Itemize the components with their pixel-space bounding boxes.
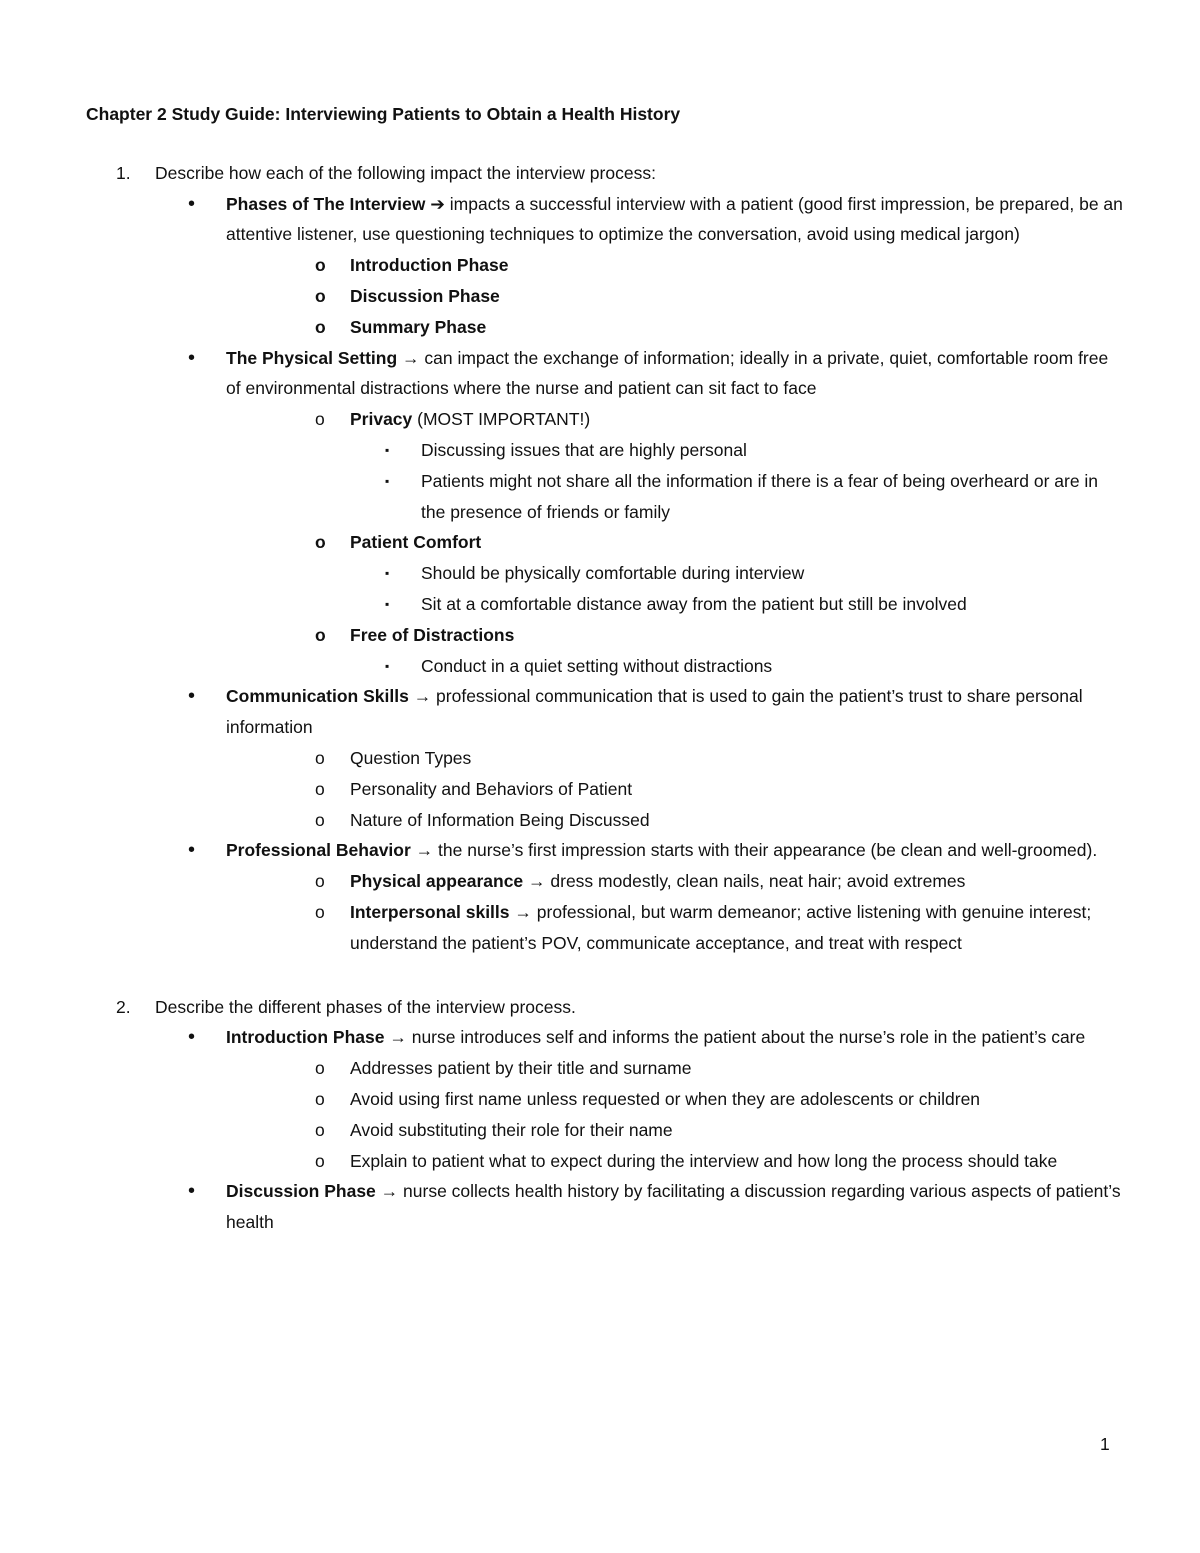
sub-item-text: Question Types <box>350 747 472 768</box>
arrow-icon: → <box>413 686 432 707</box>
square-bullet-icon: ▪ <box>385 473 390 488</box>
circle-bullet-icon: o <box>315 409 325 430</box>
sub-item-text: professional, but warm demeanor; active listening with genuine interest; understand the patient’s POV, communicate acceptance, and treat with respect <box>350 901 1092 953</box>
sub-item-text: Avoid substituting their role for their name <box>350 1119 673 1140</box>
sub-item-text: Introduction Phase <box>350 255 509 276</box>
circle-bullet-icon: o <box>315 1058 325 1079</box>
arrow-icon: ➔ <box>430 193 445 214</box>
item-heading: Introduction Phase <box>226 1027 385 1048</box>
sub-item <box>86 404 1126 435</box>
bullet-icon: • <box>188 346 196 369</box>
item-heading: Professional Behavior <box>226 840 411 861</box>
item-heading: Discussion Phase <box>226 1181 376 1202</box>
sub-item-heading: Interpersonal skills <box>350 901 510 922</box>
bullet-icon: • <box>188 1180 196 1203</box>
list-item <box>86 835 1126 866</box>
item-heading: Communication Skills <box>226 686 409 707</box>
sub-item <box>86 805 1126 836</box>
item-text: the nurse’s first impression starts with their appearance (be clean and well-groomed). <box>433 840 1098 861</box>
square-bullet-icon: ▪ <box>385 658 390 673</box>
bullet-icon: • <box>188 685 196 708</box>
circle-bullet-icon: o <box>315 255 326 276</box>
document-title: Chapter 2 Study Guide: Interviewing Patients to Obtain a Health History <box>86 104 681 124</box>
detail-text: Discussing issues that are highly personal <box>421 439 747 460</box>
sub-item <box>86 1084 1126 1115</box>
sub-item-text: Nature of Information Being Discussed <box>350 809 650 830</box>
detail-text: Conduct in a quiet setting without distractions <box>421 655 773 676</box>
circle-bullet-icon: o <box>315 809 325 830</box>
detail-item <box>86 651 1126 682</box>
circle-bullet-icon: o <box>315 901 325 922</box>
sub-item-text: Summary Phase <box>350 316 487 337</box>
arrow-icon: → <box>528 871 546 892</box>
question-number: 1. <box>116 162 131 183</box>
sub-item-text: Explain to patient what to expect during the interview and how long the process should take <box>350 1150 1058 1171</box>
sub-item <box>86 866 1126 897</box>
sub-item <box>86 527 1126 558</box>
sub-item <box>86 774 1126 805</box>
sub-item-text: Personality and Behaviors of Patient <box>350 778 633 799</box>
sub-item-text: dress modestly, clean nails, neat hair; avoid extremes <box>545 871 966 892</box>
sub-item-text: Discussion Phase <box>350 285 500 306</box>
sub-item-text: Avoid using first name unless requested or when they are adolescents or children <box>350 1088 981 1109</box>
list-item <box>86 343 1126 405</box>
question-2 <box>86 992 1126 1023</box>
sub-item-text: (MOST IMPORTANT!) <box>412 409 591 430</box>
sub-item <box>86 1115 1126 1146</box>
sub-item-heading: Physical appearance <box>350 871 524 892</box>
circle-bullet-icon: o <box>315 285 326 306</box>
bullet-icon: • <box>188 839 196 862</box>
question-text: Describe how each of the following impact the interview process: <box>155 162 656 183</box>
sub-item <box>86 1053 1126 1084</box>
list-item <box>86 1176 1126 1238</box>
item-text: can impact the exchange of information; ideally in a private, quiet, comfortable room free of environmental distractions where the nurse and patient can sit fact to face <box>226 347 1109 399</box>
circle-bullet-icon: o <box>315 532 326 553</box>
circle-bullet-icon: o <box>315 1150 325 1171</box>
question-number: 2. <box>116 996 131 1017</box>
square-bullet-icon: ▪ <box>385 596 390 611</box>
arrow-icon: → <box>402 347 420 368</box>
item-text: nurse introduces self and informs the patient about the nurse’s role in the patient’s care <box>406 1027 1086 1048</box>
list-item <box>86 1022 1126 1053</box>
detail-text: Patients might not share all the information if there is a fear of being overheard or are in the presence of friends or family <box>421 470 1099 522</box>
arrow-icon: → <box>389 1027 407 1048</box>
document-content <box>86 99 1126 1238</box>
arrow-icon: → <box>380 1181 399 1202</box>
sub-item <box>86 620 1126 651</box>
sub-item <box>86 312 1126 343</box>
item-text: impacts a successful interview with a patient (good first impression, be prepared, be an attentive listener, use questioning techniques to optimize the conversation, avoid using medical jargon) <box>226 193 1123 245</box>
sub-item-heading: Privacy <box>350 409 413 430</box>
item-text: professional communication that is used to gain the patient’s trust to share personal information <box>226 686 1083 738</box>
item-heading: The Physical Setting <box>226 347 398 368</box>
circle-bullet-icon: o <box>315 1119 325 1140</box>
sub-item <box>86 281 1126 312</box>
sub-item <box>86 1146 1126 1177</box>
list-item <box>86 189 1126 251</box>
circle-bullet-icon: o <box>315 624 326 645</box>
page-number: 1 <box>1100 1434 1110 1454</box>
arrow-icon: → <box>415 840 434 861</box>
sub-item <box>86 897 1126 959</box>
sub-item-text: Patient Comfort <box>350 532 482 553</box>
detail-item <box>86 589 1126 620</box>
bullet-icon: • <box>188 192 196 215</box>
detail-text: Sit at a comfortable distance away from the patient but still be involved <box>421 593 967 614</box>
sub-item <box>86 743 1126 774</box>
list-item <box>86 681 1126 743</box>
detail-item <box>86 435 1126 466</box>
detail-text: Should be physically comfortable during interview <box>421 563 805 584</box>
circle-bullet-icon: o <box>315 1088 325 1109</box>
sub-item <box>86 250 1126 281</box>
circle-bullet-icon: o <box>315 778 325 799</box>
question-text: Describe the different phases of the interview process. <box>155 996 576 1017</box>
question-1 <box>86 158 1126 189</box>
bullet-icon: • <box>188 1026 196 1049</box>
square-bullet-icon: ▪ <box>385 442 390 457</box>
circle-bullet-icon: o <box>315 871 325 892</box>
square-bullet-icon: ▪ <box>385 566 390 581</box>
circle-bullet-icon: o <box>315 747 325 768</box>
item-heading: Phases of The Interview <box>226 193 426 214</box>
sub-item-text: Free of Distractions <box>350 624 515 645</box>
arrow-icon: → <box>514 901 532 922</box>
detail-item <box>86 558 1126 589</box>
item-text: nurse collects health history by facilitating a discussion regarding various aspects of patient’s health <box>226 1181 1121 1233</box>
circle-bullet-icon: o <box>315 316 326 337</box>
detail-item <box>86 466 1126 528</box>
sub-item-text: Addresses patient by their title and surname <box>350 1058 692 1079</box>
